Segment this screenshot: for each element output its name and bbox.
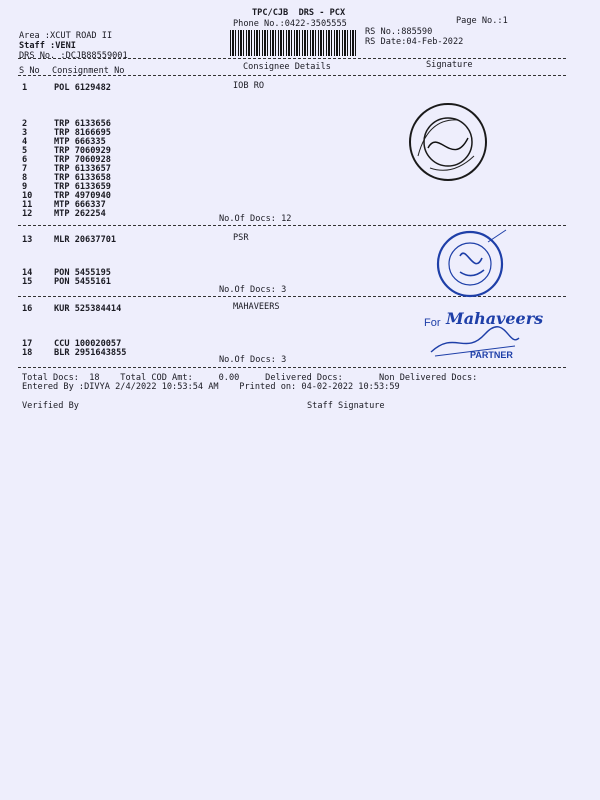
phone-number: Phone No.:0422-3505555 (233, 19, 347, 29)
row-sno: 6 (22, 155, 28, 165)
col-sno: S No (19, 66, 40, 76)
row-sno: 9 (22, 182, 28, 192)
row-consignment: MLR 20637701 (54, 235, 117, 245)
row-sno: 5 (22, 146, 28, 156)
rs-number: RS No.:885590 (365, 27, 433, 37)
row-sno: 10 (22, 191, 33, 201)
row-consignment: MTP 666335 (54, 137, 106, 147)
verified-by: Verified By (22, 401, 79, 411)
row-consignment: TRP 7060929 (54, 146, 111, 156)
row-consignment: TRP 7060928 (54, 155, 111, 165)
row-sno: 2 (22, 119, 28, 129)
col-consignment: Consignment No (52, 66, 125, 76)
consignee-name: PSR (233, 233, 249, 243)
col-consignee: Consignee Details (243, 62, 331, 72)
totals-line: Total Docs: 18 Total COD Amt: 0.00 Delivered Docs: Non Delivered Docs: (22, 373, 478, 383)
divider (18, 75, 566, 76)
stamp-company-name: Mahaveers (446, 309, 544, 328)
report-title: TPC/CJB DRS - PCX (252, 8, 346, 18)
row-consignment: MTP 666337 (54, 200, 106, 210)
docs-count: No.Of Docs: 12 (219, 214, 292, 224)
entered-line: Entered By :DIVYA 2/4/2022 10:53:54 AM Printed on: 04-02-2022 10:53:59 (22, 382, 400, 392)
row-sno: 18 (22, 348, 33, 358)
staff: Staff :VENI (19, 41, 76, 51)
row-sno: 8 (22, 173, 28, 183)
signature-scribble (424, 317, 525, 360)
row-consignment: PON 5455195 (54, 268, 111, 278)
row-consignment: TRP 6133659 (54, 182, 111, 192)
row-sno: 3 (22, 128, 28, 138)
row-consignment: TRP 6133658 (54, 173, 111, 183)
row-sno: 7 (22, 164, 28, 174)
docs-count: No.Of Docs: 3 (219, 285, 287, 295)
row-consignment: TRP 6133656 (54, 119, 111, 129)
row-consignment: PON 5455161 (54, 277, 111, 287)
row-sno: 14 (22, 268, 33, 278)
stamp-for-label: For (424, 317, 441, 329)
row-consignment: BLR 2951643855 (54, 348, 127, 358)
barcode (230, 30, 358, 56)
stamp-partner-label: PARTNER (470, 350, 513, 360)
consignee-name: IOB RO (233, 81, 265, 91)
row-consignment: TRP 8166695 (54, 128, 111, 138)
row-consignment: POL 6129482 (54, 83, 111, 93)
staff-signature: Staff Signature (307, 401, 385, 411)
row-consignment: KUR 525384414 (54, 304, 122, 314)
divider (18, 58, 566, 59)
row-sno: 11 (22, 200, 33, 210)
row-sno: 12 (22, 209, 33, 219)
bank-seal-stamp (398, 98, 500, 190)
row-sno: 4 (22, 137, 28, 147)
row-consignment: CCU 100020057 (54, 339, 122, 349)
page-number: Page No.:1 (456, 16, 508, 26)
docs-count: No.Of Docs: 3 (219, 355, 287, 365)
rs-date: RS Date:04-Feb-2022 (365, 37, 464, 47)
row-sno: 15 (22, 277, 33, 287)
row-sno: 16 (22, 304, 33, 314)
row-consignment: MTP 262254 (54, 209, 106, 219)
row-consignment: TRP 6133657 (54, 164, 111, 174)
area: Area :XCUT ROAD II (19, 31, 113, 41)
row-consignment: TRP 4970940 (54, 191, 111, 201)
divider (18, 367, 566, 368)
divider (18, 225, 566, 226)
psr-seal-stamp (430, 228, 512, 300)
row-sno: 17 (22, 339, 33, 349)
col-signature: Signature (426, 60, 473, 70)
row-sno: 1 (22, 83, 28, 93)
consignee-name: MAHAVEERS (233, 302, 280, 312)
row-sno: 13 (22, 235, 33, 245)
drs-number: DRS No. :DCJB88559001 (19, 51, 128, 61)
